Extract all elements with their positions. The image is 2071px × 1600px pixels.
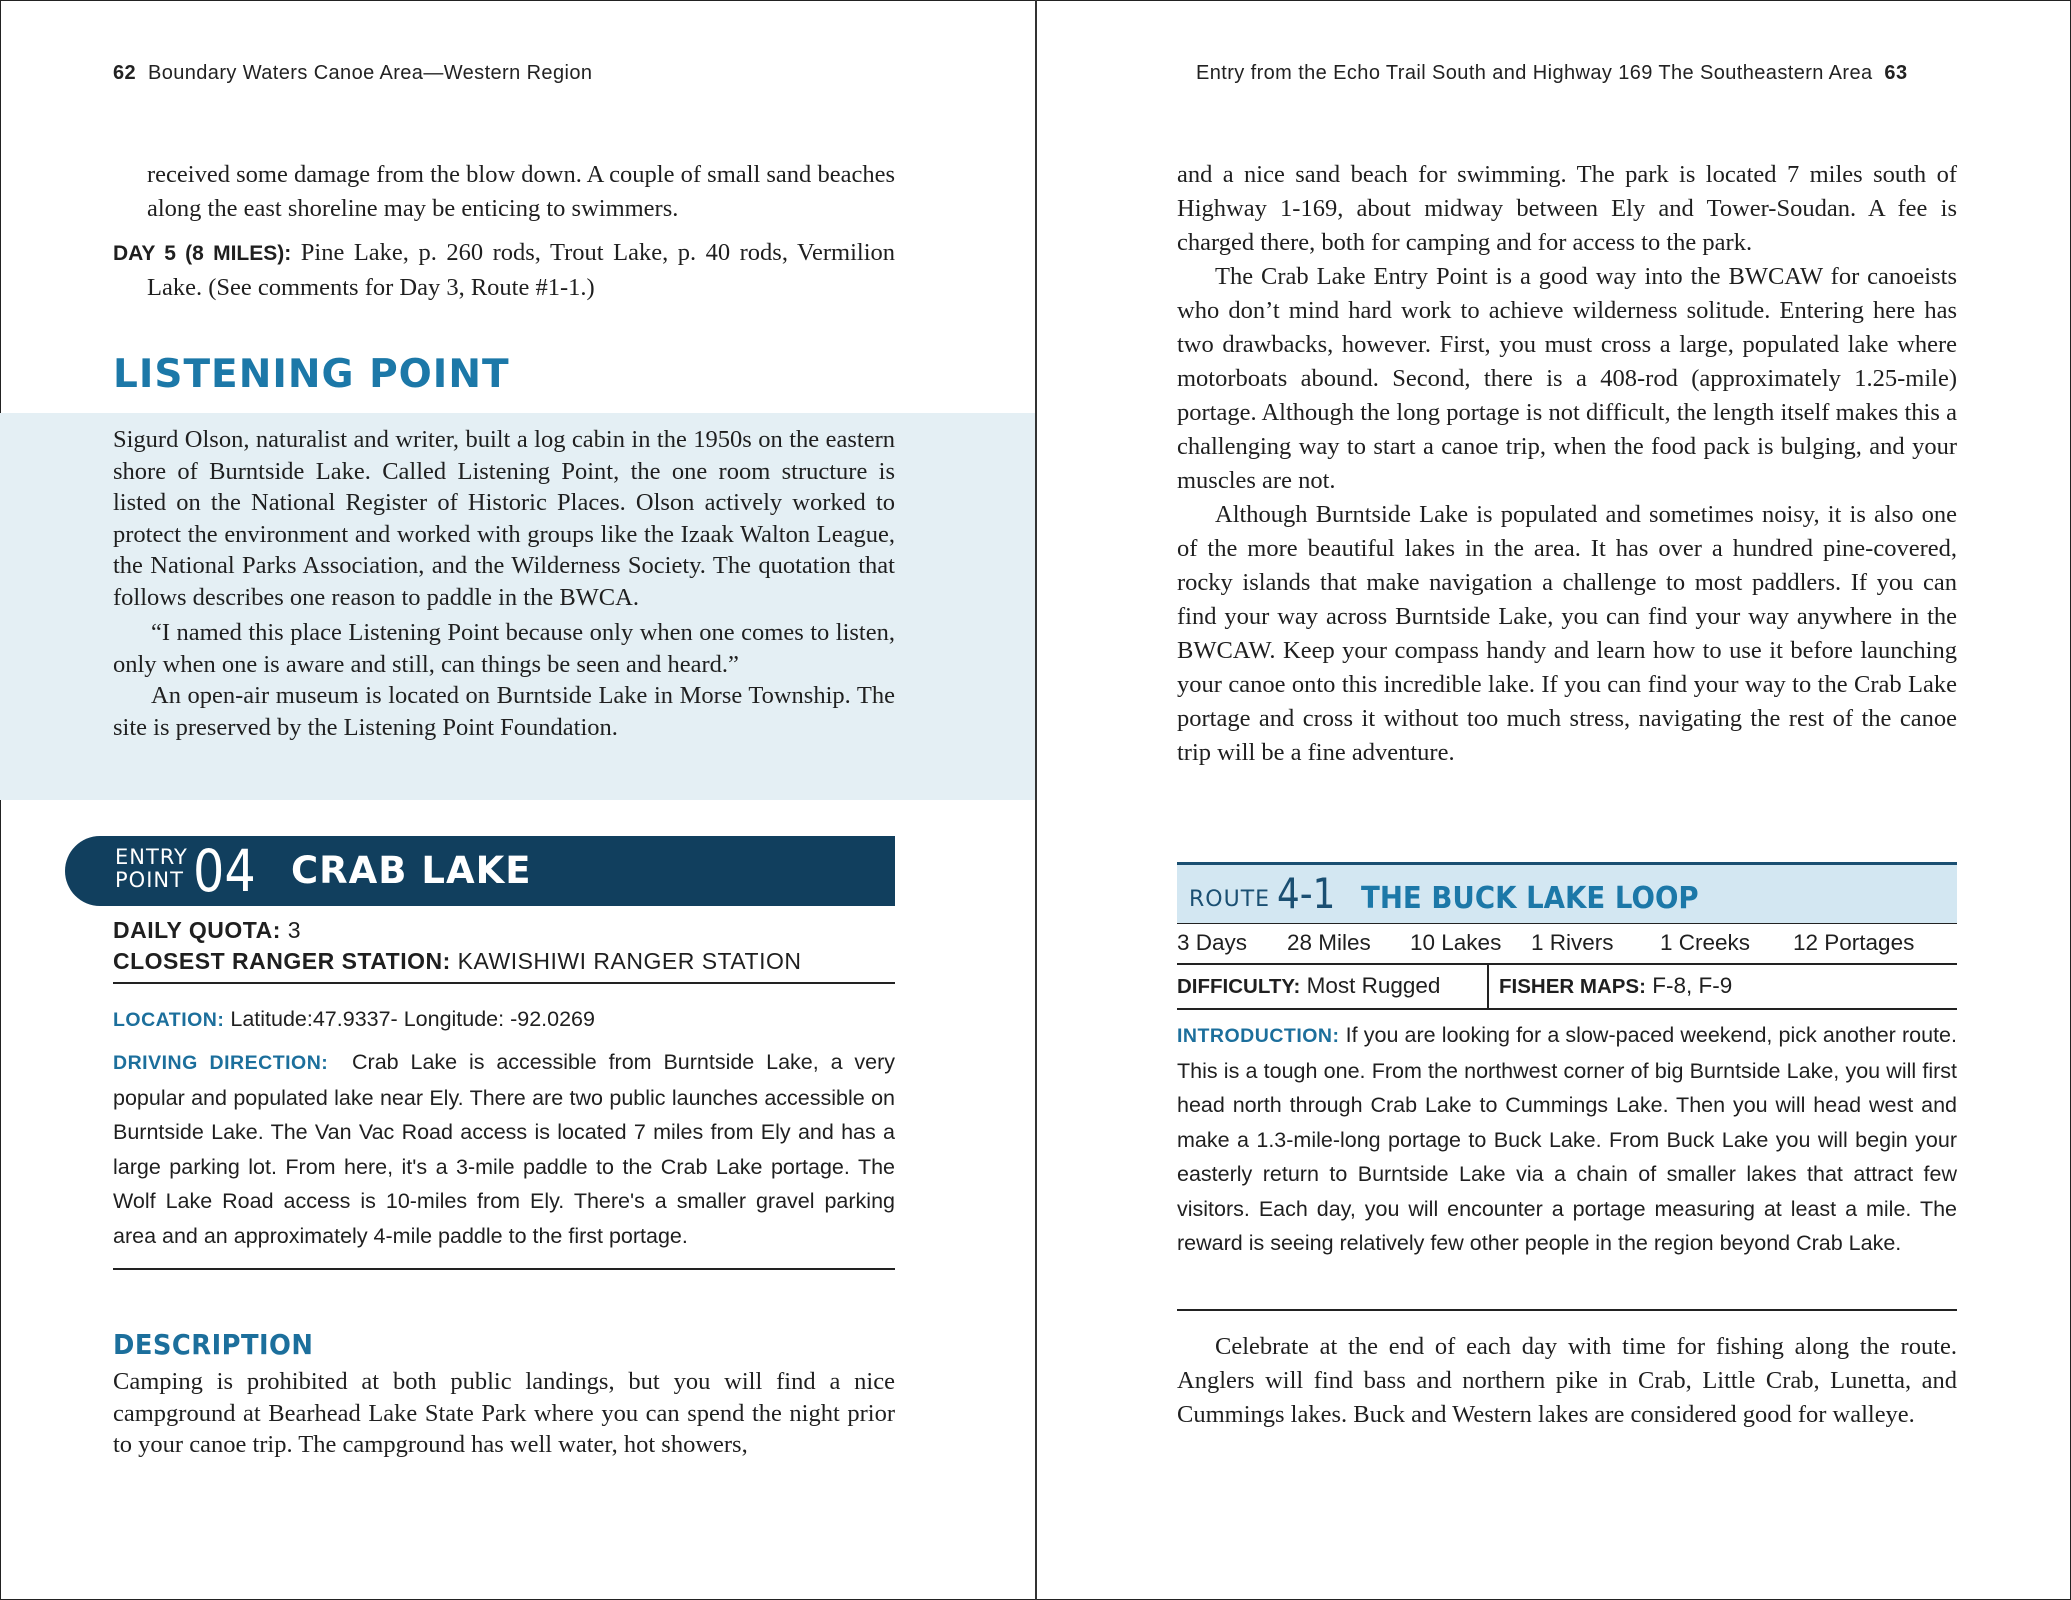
day5-label: DAY 5 (8 MILES): bbox=[113, 242, 292, 265]
location-line bbox=[113, 1002, 895, 1038]
stat-days: 3 Days bbox=[1177, 930, 1248, 955]
maps-value: F-8, F-9 bbox=[1652, 973, 1733, 998]
driving-divider bbox=[113, 1268, 895, 1270]
route-banner bbox=[1177, 862, 1957, 924]
meta-divider bbox=[113, 982, 895, 984]
right-body-text bbox=[1177, 158, 1957, 770]
sidebar-title: LISTENING POINT bbox=[113, 352, 510, 397]
description-heading: DESCRIPTION bbox=[113, 1328, 314, 1361]
right-running-head: Entry from the Echo Trail South and Highway 169 The Southeastern Area bbox=[1196, 62, 1873, 84]
right-paragraph-1: and a nice sand beach for swimming. The park is located 7 miles south of Highway 1-169, about midway between Ely and Tower-Soudan. A fee is charged there, both for camping and for access to the park. bbox=[1177, 161, 1957, 256]
day-continuation bbox=[113, 158, 895, 305]
difficulty-value: Most Rugged bbox=[1306, 973, 1441, 998]
right-paragraph-2: The Crab Lake Entry Point is a good way into the BWCAW for canoeists who don’t mind hard work to achieve wilderness solitude. Entering here has two drawbacks, however. First, you must cross a large, populated lake where motorboats abound. Second, there is a 408-rod (approximately 1.25-mile) portage. Although the long portage is not difficult, the length itself makes this a challenging way to start a canoe trip, when the food pack is bulging, and your muscles are not. bbox=[1177, 263, 1957, 494]
stat-miles: 28 Miles bbox=[1287, 930, 1371, 955]
left-page-number: 62 bbox=[113, 62, 137, 84]
sidebar-quote: “I named this place Listening Point because only when one comes to listen, only when one is aware and still, can things be seen and heard.” bbox=[113, 619, 895, 678]
location-value: Latitude:47.9337- Longitude: -92.0269 bbox=[230, 1007, 595, 1031]
ranger-label: CLOSEST RANGER STATION: bbox=[113, 948, 451, 974]
daily-quota bbox=[113, 917, 301, 944]
continued-text: received some damage from the blow down. A couple of small sand beaches along the east shoreline may be enticing to swimmers. bbox=[147, 161, 895, 222]
ranger-station bbox=[113, 948, 801, 975]
maps-label: FISHER MAPS: bbox=[1499, 975, 1646, 998]
description-text: Camping is prohibited at both public landings, but you will find a nice campground at Bearhead Lake State Park where you can spend the night prior to your canoe trip. The campground has well water, hot showers, bbox=[113, 1368, 895, 1458]
difficulty-label: DIFFICULTY: bbox=[1177, 975, 1301, 998]
route-info-separator bbox=[1487, 964, 1489, 1009]
route-introduction bbox=[1177, 1018, 1957, 1261]
right-page-number: 63 bbox=[1884, 62, 1908, 84]
stats-divider bbox=[1177, 963, 1957, 965]
sidebar-paragraph-1: Sigurd Olson, naturalist and writer, built a log cabin in the 1950s on the eastern shore of Burntside Lake. Called Listening Point, the one room structure is listed on the National Register of Historic Places. Olson actively worked to protect the environment and worked with groups like the Izaak Walton League, the National Parks Association, and the Wilderness Society. The quotation that follows describes one reason to paddle in the BWCA. bbox=[113, 426, 895, 611]
entry-point-banner bbox=[65, 836, 895, 906]
ranger-value: KAWISHIWI RANGER STATION bbox=[457, 948, 802, 974]
right-paragraph-4: Celebrate at the end of each day with time for fishing along the route. Anglers will find bass and northern pike in Crab, Little Crab, Lunetta, and Cummings lakes. Buck and Western lakes are considered good for walleye. bbox=[1177, 1333, 1957, 1428]
entry-point-name: CRAB LAKE bbox=[291, 849, 532, 892]
location-label: LOCATION: bbox=[113, 1009, 225, 1031]
right-running-header bbox=[1196, 62, 1907, 85]
intro-text: If you are looking for a slow-paced weekend, pick another route. This is a tough one. From the northwest corner of big Burntside Lake, you will first head north through Crab Lake to Cummings Lake. Then you will head west and make a 1.3-mile-long portage to Buck Lake. From Buck Lake you will begin your easterly return to Burntside Lake via a chain of smaller lakes that attract few visitors. Each day, you will encounter a portage measuring at least a mile. The reward is seeing relatively few other people in the region beyond Crab Lake. bbox=[1177, 1023, 1957, 1255]
driving-label: DRIVING DIRECTION: bbox=[113, 1052, 329, 1074]
driving-direction bbox=[113, 1045, 895, 1253]
stat-lakes: 10 Lakes bbox=[1410, 930, 1502, 955]
day5-text: Pine Lake, p. 260 rods, Trout Lake, p. 40 rods, Vermilion Lake. (See comments for Day 3, Route #1-1.) bbox=[147, 239, 896, 301]
quota-value: 3 bbox=[287, 917, 302, 943]
difficulty bbox=[1177, 973, 1440, 999]
fisher-maps bbox=[1499, 973, 1732, 999]
stat-rivers: 1 Rivers bbox=[1531, 930, 1614, 955]
entry-label-line2: POINT bbox=[115, 868, 184, 892]
sidebar-paragraph-3: An open-air museum is located on Burntside Lake in Morse Township. The site is preserved by the Listening Point Foundation. bbox=[113, 682, 895, 741]
intro-label: INTRODUCTION: bbox=[1177, 1025, 1340, 1047]
day5-entry bbox=[113, 236, 895, 305]
quota-label: DAILY QUOTA: bbox=[113, 917, 281, 943]
route-number: 4-1 bbox=[1277, 869, 1336, 918]
right-paragraph-3: Although Burntside Lake is populated and sometimes noisy, it is also one of the more beautiful lakes in the area. It has over a hundred pine-covered, rocky islands that make navigation a challenge to most paddlers. If you can find your way across Burntside Lake, you can find your way anywhere in the BWCAW. Keep your compass handy and learn how to use it before launching your canoe onto this incredible lake. If you can find your way to the Crab Lake portage and cross it without too much stress, navigating the rest of the canoe trip will be a fine adventure. bbox=[1177, 501, 1957, 766]
left-running-header bbox=[113, 62, 592, 85]
stat-creeks: 1 Creeks bbox=[1660, 930, 1751, 955]
route-name: THE BUCK LAKE LOOP bbox=[1361, 881, 1699, 916]
entry-label-line1: ENTRY bbox=[115, 845, 188, 869]
entry-point-number: 04 bbox=[193, 837, 256, 905]
stat-portages: 12 Portages bbox=[1793, 930, 1915, 955]
sidebar-text bbox=[113, 424, 895, 743]
left-running-head: Boundary Waters Canoe Area—Western Region bbox=[147, 62, 593, 84]
right-final-text bbox=[1177, 1330, 1957, 1432]
difficulty-divider bbox=[1177, 1008, 1957, 1010]
route-label: ROUTE bbox=[1189, 887, 1271, 912]
driving-text: Crab Lake is accessible from Burntside Lake, a very popular and populated lake near Ely. There are two public launches accessible on Burntside Lake. The Van Vac Road access is located 7 miles from Ely and has a large parking lot. From here, it's a 3-mile paddle to the Crab Lake portage. The Wolf Lake Road access is 10-miles from Ely. There's a smaller gravel parking area and an approximately 4-mile paddle to the first portage. bbox=[113, 1050, 896, 1248]
intro-divider bbox=[1177, 1309, 1957, 1311]
entry-point-label bbox=[115, 846, 188, 892]
left-page bbox=[0, 0, 1035, 1600]
